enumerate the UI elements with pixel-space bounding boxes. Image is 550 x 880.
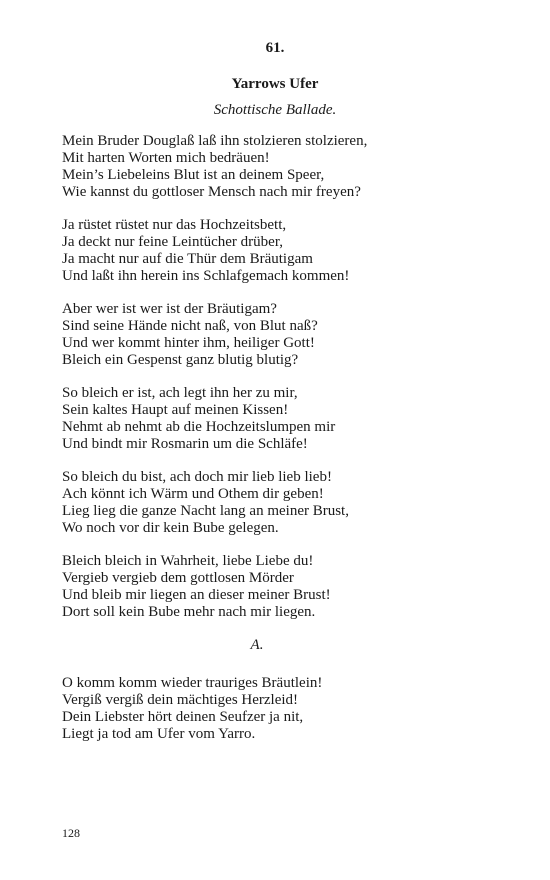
verse-line: Aber wer ist wer ist der Bräutigam? (62, 301, 277, 317)
section-marker: A. (250, 637, 264, 653)
verse-line: Vergieb vergieb dem gottlosen Mörder (62, 570, 294, 586)
stanza-5 (62, 469, 502, 537)
verse-line: Ja macht nur auf die Thür dem Bräutigam (62, 251, 313, 267)
verse-line: Mein Bruder Douglaß laß ihn stolzieren stolzieren, (62, 133, 368, 149)
page-number: 128 (62, 826, 80, 840)
poem-number: 61. (265, 40, 285, 56)
poem-subtitle: Schottische Ballade. (213, 102, 337, 118)
verse-line: Sind seine Hände nicht naß, von Blut naß? (62, 318, 318, 334)
verse-line: So bleich er ist, ach legt ihn her zu mir, (62, 385, 298, 401)
verse-line: O komm komm wieder trauriges Bräutlein! (62, 675, 323, 691)
verse-line: Mit harten Worten mich bedräuen! (62, 150, 270, 166)
verse-line: Ach könnt ich Wärm und Othem dir geben! (62, 486, 324, 502)
stanza-2 (62, 217, 502, 285)
stanza-3 (62, 301, 502, 369)
poem-title: Yarrows Ufer (231, 76, 319, 92)
verse-line: Und laßt ihn herein ins Schlafgemach kommen! (62, 268, 350, 284)
verse-line: Dein Liebster hört deinen Seufzer ja nit, (62, 709, 304, 725)
stanza-4 (62, 385, 502, 453)
verse-line: Wo noch vor dir kein Bube gelegen. (62, 520, 279, 536)
verse-line: Und wer kommt hinter ihm, heiliger Gott! (62, 335, 315, 351)
poem-body (62, 133, 502, 759)
verse-line: Lieg lieg die ganze Nacht lang an meiner Brust, (62, 503, 349, 519)
verse-line: Dort soll kein Bube mehr nach mir liegen. (62, 604, 316, 620)
verse-line: Sein kaltes Haupt auf meinen Kissen! (62, 402, 289, 418)
verse-line: Bleich bleich in Wahrheit, liebe Liebe du! (62, 553, 314, 569)
verse-line: Wie kannst du gottloser Mensch nach mir freyen? (62, 184, 361, 200)
verse-line: Ja rüstet rüstet nur das Hochzeitsbett, (62, 217, 287, 233)
stanza-6 (62, 553, 502, 621)
verse-line: Mein’s Liebeleins Blut ist an deinem Speer, (62, 167, 325, 183)
stanza-1 (62, 133, 502, 201)
verse-line: Liegt ja tod am Ufer vom Yarro. (62, 726, 256, 742)
stanza-7 (62, 675, 502, 743)
verse-line: Ja deckt nur feine Leintücher drüber, (62, 234, 283, 250)
verse-line: Und bindt mir Rosmarin um die Schläfe! (62, 436, 308, 452)
verse-line: Bleich ein Gespenst ganz blutig blutig? (62, 352, 299, 368)
verse-line: Und bleib mir liegen an dieser meiner Brust! (62, 587, 331, 603)
verse-line: So bleich du bist, ach doch mir lieb lieb lieb! (62, 469, 332, 485)
verse-line: Vergiß vergiß dein mächtiges Herzleid! (62, 692, 299, 708)
verse-line: Nehmt ab nehmt ab die Hochzeitslumpen mir (62, 419, 336, 435)
